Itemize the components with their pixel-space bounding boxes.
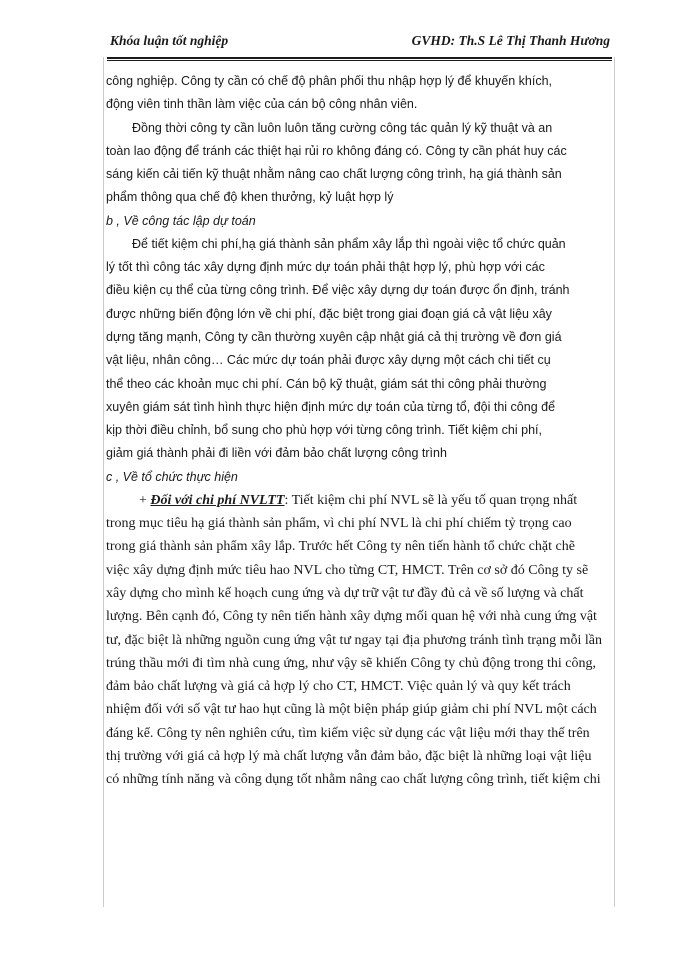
text-line: điều kiện cụ thể của từng công trình. Để việc xây dựng dự toán được ổn định, tránh <box>106 283 570 298</box>
page-header <box>108 33 610 53</box>
text-line: kịp thời điều chỉnh, bổ sung cho phù hợp với từng công trình. Tiết kiệm chi phí, <box>106 423 542 438</box>
text-line: thị trường với giá cả hợp lý mà chất lượng vẫn đảm bảo, đặc biệt là những loại vật liệu <box>106 749 592 765</box>
text-line: toàn lao động để tránh các thiệt hại rủi ro không đáng có. Công ty cần phát huy các <box>106 143 567 158</box>
text-line: sáng kiến cải tiến kỹ thuật nhằm nâng cao chất lượng công trình, hạ giá thành sản <box>106 167 562 182</box>
header-rule <box>107 57 612 61</box>
text-line: công nghiệp. Công ty cần có chế độ phân phối thu nhập hợp lý để khuyến khích, <box>106 74 553 88</box>
section-heading-estimate: b , Về công tác lập dự toán <box>106 213 256 228</box>
bullet-plus: + <box>139 492 151 508</box>
text-line: được những biến động lớn về chi phí, đặc biệt trong giai đoạn giá cả vật liệu xây <box>106 306 552 321</box>
paragraph-technical-management <box>106 117 616 210</box>
text-line: xây dựng cho mình kế hoạch cung ứng và dự trữ vật tư đầy đủ cả về số lượng và chất <box>106 585 584 601</box>
text-line: lý tốt thì công tác xây dựng định mức dự toán phải thật hợp lý, phù hợp với các <box>106 260 545 275</box>
paragraph-cost-estimate <box>106 233 616 466</box>
text-line: nhiệm đối với số vật tư hao hụt cũng là một biện pháp giúp giảm chi phí NVL một cách <box>106 702 597 718</box>
header-supervisor: GVHD: Th.S Lê Thị Thanh Hương <box>411 33 610 48</box>
text-line: đáng kể. Công ty nên nghiên cứu, tìm kiếm việc sử dụng các vật liệu mới thay thế trên <box>106 725 590 741</box>
text-line: lượng. Bên cạnh đó, Công ty nên tiến hành xây dựng mối quan hệ với nhà cung ứng vật <box>106 609 597 625</box>
text-line: Đồng thời công ty cần luôn luôn tăng cường công tác quản lý kỹ thuật và an <box>132 120 553 135</box>
text-line: giảm giá thành phải đi liền với đảm bảo chất lượng công trình <box>106 446 447 461</box>
text-line: vật liệu, nhân công… Các mức dự toán phải được xây dựng một cách chi tiết cụ <box>106 353 551 368</box>
text-run: : Tiết kiệm chi phí NVL sẽ là yếu tố quan trọng nhất <box>284 492 578 508</box>
text-line: có những tính năng và công dụng tốt nhằm nâng cao chất lượng công trình, tiết kiệm chi <box>106 772 601 788</box>
text-line: xuyên giám sát tình hình thực hiện định mức dự toán của từng tổ, đội thi công để <box>106 399 556 414</box>
subheading-material-cost: Đối với chi phí NVLTT <box>150 492 285 508</box>
text-line: phẩm thông qua chế độ khen thưởng, kỷ luật hợp lý <box>106 190 394 205</box>
paragraph-income-policy <box>106 70 616 117</box>
header-thesis-title: Khóa luận tốt nghiệp <box>110 33 229 48</box>
text-line: trong mục tiêu hạ giá thành sản phẩm, vì chi phí NVL là chi phí chiếm tỷ trọng cao <box>106 516 572 532</box>
page-border-left <box>103 57 104 907</box>
text-line: trúng thầu mới đi tìm nhà cung ứng, như vậy sẽ khiến Công ty chủ động trong thi công, <box>106 655 596 671</box>
text-line: Để tiết kiệm chi phí,hạ giá thành sản phẩm xây lắp thì ngoài việc tổ chức quản <box>132 236 566 251</box>
paragraph-material-cost <box>106 489 616 792</box>
text-line: tư, đặc biệt là những nguồn cung ứng vật tư ngay tại địa phương tránh tình trạng mỗi lần <box>106 632 602 648</box>
section-heading-implementation: c , Về tổ chức thực hiện <box>106 469 238 484</box>
text-line: trong giá thành sản phẩm xây lắp. Trước hết Công ty nên tiến hành tổ chức chặt chẽ <box>106 539 575 555</box>
text-line: động viên tinh thần làm việc của cán bộ công nhân viên. <box>106 97 418 112</box>
text-line <box>106 489 616 512</box>
text-line: dựng tăng mạnh, Công ty cần thường xuyên cập nhật giá cả thị trường về đơn giá <box>106 329 562 344</box>
text-line: đảm bảo chất lượng và giá cả hợp lý cho CT, HMCT. Việc quản lý và quy kết trách <box>106 679 571 695</box>
text-line: thể theo các khoản mục chi phí. Cán bộ kỹ thuật, giám sát thi công phải thường <box>106 376 547 391</box>
text-line: việc xây dựng định mức tiêu hao NVL cho từng CT, HMCT. Trên cơ sở đó Công ty sẽ <box>106 562 589 578</box>
document-body <box>106 70 616 792</box>
